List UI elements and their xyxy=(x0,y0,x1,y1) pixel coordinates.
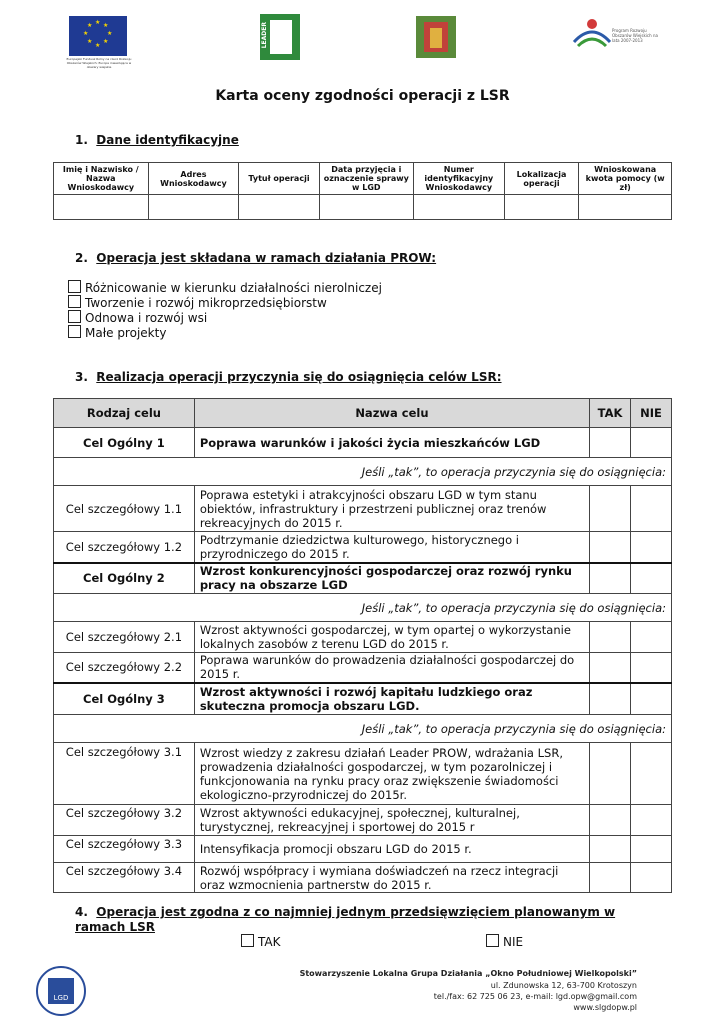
subgoal-name: Poprawa warunków do prowadzenia działalności gospodarczej do 2015 r. xyxy=(194,653,589,683)
subgoal-label: Cel szczegółowy 1.1 xyxy=(54,486,195,532)
eu-caption: Europejski Fundusz Rolny na rzecz Rozwoju Obszarów Wiejskich: Europa inwestująca w obszary wiejskie xyxy=(66,57,132,69)
subgoal-name: Wzrost aktywności edukacyjnej, społecznej, kulturalnej, turystycznej, rekreacyjnej i sportowej do 2015 r xyxy=(194,805,589,836)
tak-cell[interactable] xyxy=(590,836,631,863)
tak-cell[interactable] xyxy=(590,563,631,594)
nie-cell[interactable] xyxy=(631,743,672,805)
checkbox[interactable] xyxy=(68,310,81,323)
if-yes-note: Jeśli „tak”, to operacja przyczynia się do osiągnięcia: xyxy=(54,715,672,743)
page-title: Karta oceny zgodności operacji z LSR xyxy=(215,88,510,104)
tak-cell[interactable] xyxy=(590,532,631,563)
nie-cell[interactable] xyxy=(631,683,672,715)
nie-cell[interactable] xyxy=(631,563,672,594)
section1-heading: 1. Dane identyfikacyjne xyxy=(75,133,239,147)
option-mikroprzedsiebiorstwa[interactable]: Tworzenie i rozwój mikroprzedsiębiorstw xyxy=(68,295,327,310)
subgoal-label: Cel szczegółowy 3.3 xyxy=(54,836,195,863)
cell-address[interactable] xyxy=(148,195,239,220)
subgoal-label: Cel szczegółowy 3.1 xyxy=(54,743,195,805)
checkbox[interactable] xyxy=(68,280,81,293)
header-amount: Wnioskowana kwota pomocy (w zł) xyxy=(579,163,672,195)
header-address: Adres Wnioskodawcy xyxy=(148,163,239,195)
tak-cell[interactable] xyxy=(590,863,631,893)
nie-cell[interactable] xyxy=(631,622,672,653)
if-yes-note: Jeśli „tak”, to operacja przyczynia się do osiągnięcia: xyxy=(54,594,672,622)
option-nie[interactable]: NIE xyxy=(486,934,523,949)
footer-org: Stowarzyszenie Lokalna Grupa Działania „Okno Południowej Wielkopolski” xyxy=(299,969,637,978)
if-yes-note: Jeśli „tak”, to operacja przyczynia się do osiągnięcia: xyxy=(54,458,672,486)
header-name: Imię i Nazwisko / Nazwa Wnioskodawcy xyxy=(54,163,149,195)
option-male-projekty[interactable]: Małe projekty xyxy=(68,325,166,340)
prow-caption: Program Rozwoju Obszarów Wiejskich na lata 2007-2013 xyxy=(612,28,658,43)
checkbox[interactable] xyxy=(486,934,499,947)
subgoal-name: Poprawa estetyki i atrakcyjności obszaru LGD w tym stanu obiektów, infrastruktury i przestrzeni publicznej oraz trenów rekreacyjnych do 2015 r. xyxy=(194,486,589,532)
cell-name[interactable] xyxy=(54,195,149,220)
nie-cell[interactable] xyxy=(631,836,672,863)
identification-table xyxy=(53,162,672,220)
goal-label: Cel Ogólny 3 xyxy=(54,683,195,715)
lgd-emblem-logo xyxy=(416,16,456,58)
subgoal-name: Intensyfikacja promocji obszaru LGD do 2015 r. xyxy=(194,836,589,863)
tak-cell[interactable] xyxy=(590,653,631,683)
goal-name: Wzrost aktywności i rozwój kapitału ludzkiego oraz skuteczna promocja obszaru LGD. xyxy=(194,683,589,715)
footer-contact: tel./fax: 62 725 06 23, e-mail: lgd.opw@gmail.com xyxy=(433,992,637,1001)
goal-name: Wzrost konkurencyjności gospodarczej oraz rozwój rynku pracy na obszarze LGD xyxy=(194,563,589,594)
tak-cell[interactable] xyxy=(590,743,631,805)
subgoal-name: Wzrost wiedzy z zakresu działań Leader PROW, wdrażania LSR, prowadzenia działalności gospodarczej, w tym pozarolniczej i funkcjonowania na rynku pracy oraz zwiększenie świadomości ekologiczno-przyrodniczej do 2015r. xyxy=(194,743,589,805)
cell-date[interactable] xyxy=(319,195,413,220)
subgoal-label: Cel szczegółowy 3.4 xyxy=(54,863,195,893)
subgoal-name: Rozwój współpracy i wymiana doświadczeń na rzecz integracji oraz wzmocnienia partnerstw do 2015 r. xyxy=(194,863,589,893)
option-tak[interactable]: TAK xyxy=(241,934,280,949)
tak-cell[interactable] xyxy=(590,428,631,458)
checkbox[interactable] xyxy=(241,934,254,947)
lgd-footer-logo: LGD xyxy=(36,966,86,1016)
nie-cell[interactable] xyxy=(631,486,672,532)
subgoal-label: Cel szczegółowy 2.1 xyxy=(54,622,195,653)
subgoal-label: Cel szczegółowy 2.2 xyxy=(54,653,195,683)
checkbox[interactable] xyxy=(68,295,81,308)
goal-name: Poprawa warunków i jakości życia mieszkańców LGD xyxy=(194,428,589,458)
nie-cell[interactable] xyxy=(631,428,672,458)
tak-cell[interactable] xyxy=(590,805,631,836)
col-tak: TAK xyxy=(590,399,631,428)
tak-cell[interactable] xyxy=(590,683,631,715)
goals-table xyxy=(53,398,672,893)
header-location: Lokalizacja operacji xyxy=(504,163,579,195)
footer-address: ul. Zdunowska 12, 63-700 Krotoszyn xyxy=(490,981,637,990)
col-nazwa: Nazwa celu xyxy=(194,399,589,428)
cell-id-number[interactable] xyxy=(413,195,504,220)
cell-location[interactable] xyxy=(504,195,579,220)
subgoal-name: Podtrzymanie dziedzictwa kulturowego, historycznego i przyrodniczego do 2015 r. xyxy=(194,532,589,563)
cell-amount[interactable] xyxy=(579,195,672,220)
nie-cell[interactable] xyxy=(631,653,672,683)
nie-cell[interactable] xyxy=(631,863,672,893)
option-roznicowanie[interactable]: Różnicowanie w kierunku działalności nierolniczej xyxy=(68,280,382,295)
section3-heading: 3. Realizacja operacji przyczynia się do osiągnięcia celów LSR: xyxy=(75,370,502,384)
header-date: Data przyjęcia i oznaczenie sprawy w LGD xyxy=(319,163,413,195)
header-title: Tytuł operacji xyxy=(239,163,319,195)
subgoal-label: Cel szczegółowy 3.2 xyxy=(54,805,195,836)
col-nie: NIE xyxy=(631,399,672,428)
nie-cell[interactable] xyxy=(631,532,672,563)
checkbox[interactable] xyxy=(68,325,81,338)
section2-heading: 2. Operacja jest składana w ramach działania PROW: xyxy=(75,251,437,265)
tak-cell[interactable] xyxy=(590,622,631,653)
nie-cell[interactable] xyxy=(631,805,672,836)
subgoal-label: Cel szczegółowy 1.2 xyxy=(54,532,195,563)
section4-heading: 4. Operacja jest zgodna z co najmniej jednym przedsięwzięciem planowanym w ramach LSR xyxy=(75,905,616,934)
col-rodzaj: Rodzaj celu xyxy=(54,399,195,428)
cell-title[interactable] xyxy=(239,195,319,220)
subgoal-name: Wzrost aktywności gospodarczej, w tym opartej o wykorzystanie lokalnych zasobów z terenu LGD do 2015 r. xyxy=(194,622,589,653)
header-id-number: Numer identyfikacyjny Wnioskodawcy xyxy=(413,163,504,195)
footer-www[interactable]: www.slgdopw.pl xyxy=(573,1003,637,1012)
goal-label: Cel Ogólny 2 xyxy=(54,563,195,594)
tak-cell[interactable] xyxy=(590,486,631,532)
leader-logo: LEADER xyxy=(260,14,300,60)
option-odnowa-wsi[interactable]: Odnowa i rozwój wsi xyxy=(68,310,207,325)
eu-flag-logo: ★ ★ ★ ★ ★ ★ ★ ★ xyxy=(69,16,127,56)
prow-logo xyxy=(570,12,614,52)
goal-label: Cel Ogólny 1 xyxy=(54,428,195,458)
